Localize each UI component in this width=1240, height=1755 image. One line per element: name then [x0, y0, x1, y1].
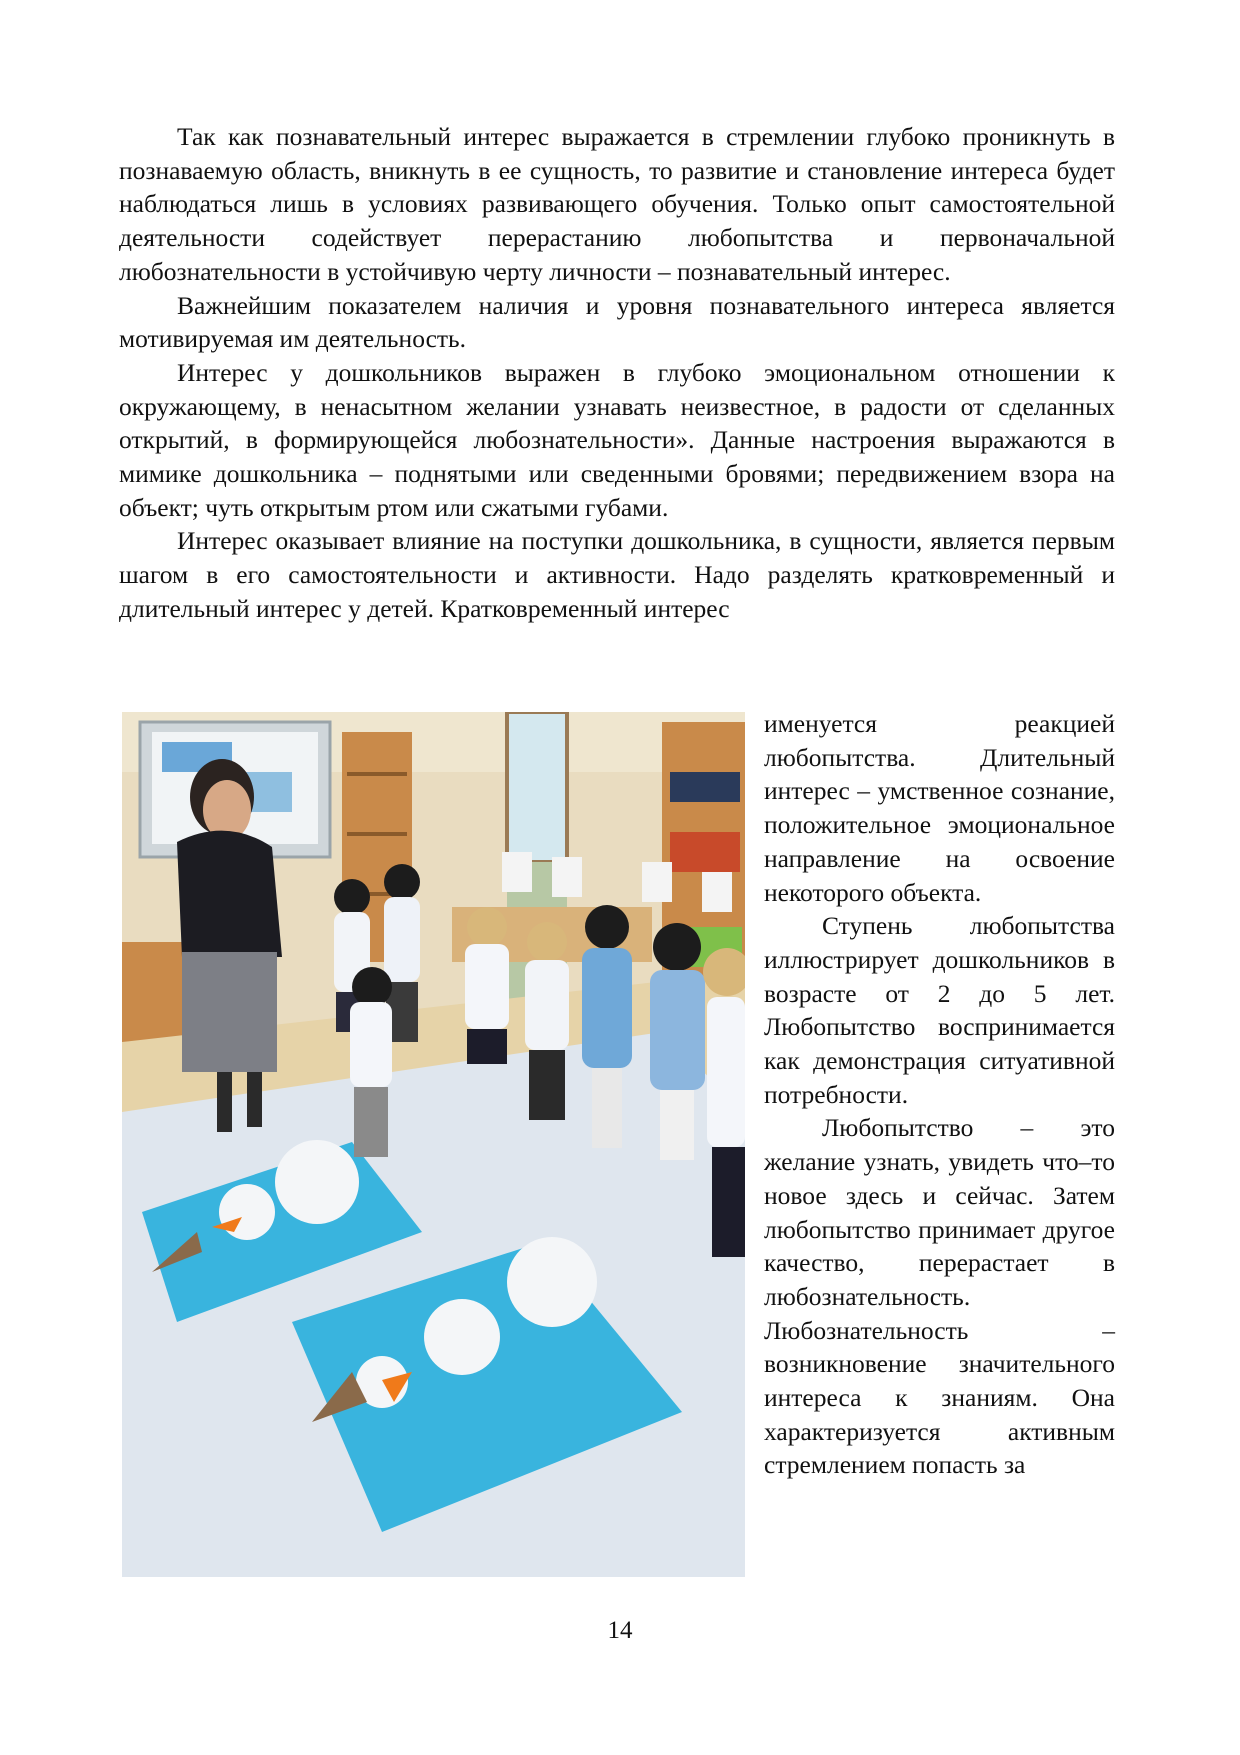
- side-text-column: [764, 707, 1115, 1482]
- photo-with-text: [119, 708, 1115, 1608]
- body-text: [119, 120, 1115, 626]
- classroom-photo: [122, 712, 745, 1577]
- side-paragraph-1: именуется реакцией любопытства. Длительный интерес – умственное сознание, положительное эмоциональное направление на освоение некоторого объекта.: [764, 709, 1115, 907]
- paragraph-4: Интерес оказывает влияние на поступки дошкольника, в сущности, является первым шагом в его самостоятельности и активности. Надо разделять кратковременный и длительный интерес у детей. Кратковременный интерес: [119, 526, 1115, 623]
- side-paragraph-3: Любопытство – это желание узнать, увидеть что–то новое здесь и сейчас. Затем любопытство принимает другое качество, перерастает в любознательность. Любознательность – возникновение значительного интереса к знаниям. Она характеризуется активным стремлением попасть за: [764, 1113, 1115, 1480]
- paragraph-3: Интерес у дошкольников выражен в глубоко эмоциональном отношении к окружающему, в ненасытном желании узнавать неизвестное, в радости от сделанных открытий, в формирующейся любознательности». Данные настроения выражаются в мимике дошкольника – поднятыми или сведенными бровями; передвижением взора на объект; чуть открытым ртом или сжатыми губами.: [119, 357, 1115, 522]
- page-number: 14: [607, 1617, 633, 1644]
- side-paragraph-2: Ступень любопытства иллюстрирует дошкольников в возрасте от 2 до 5 лет. Любопытство воспринимается как демонстрация ситуативной потребности.: [764, 911, 1115, 1109]
- paragraph-2: Важнейшим показателем наличия и уровня познавательного интереса является мотивируемая им деятельность.: [119, 290, 1115, 354]
- paragraph-1: Так как познавательный интерес выражается в стремлении глубоко проникнуть в познаваемую область, вникнуть в ее сущность, то развитие и становление интереса будет наблюдаться лишь в условиях развивающего обучения. Только опыт самостоятельной деятельности содействует перерастанию любопытства и первоначальной любознательности в устойчивую черту личности – познавательный интерес.: [119, 122, 1115, 286]
